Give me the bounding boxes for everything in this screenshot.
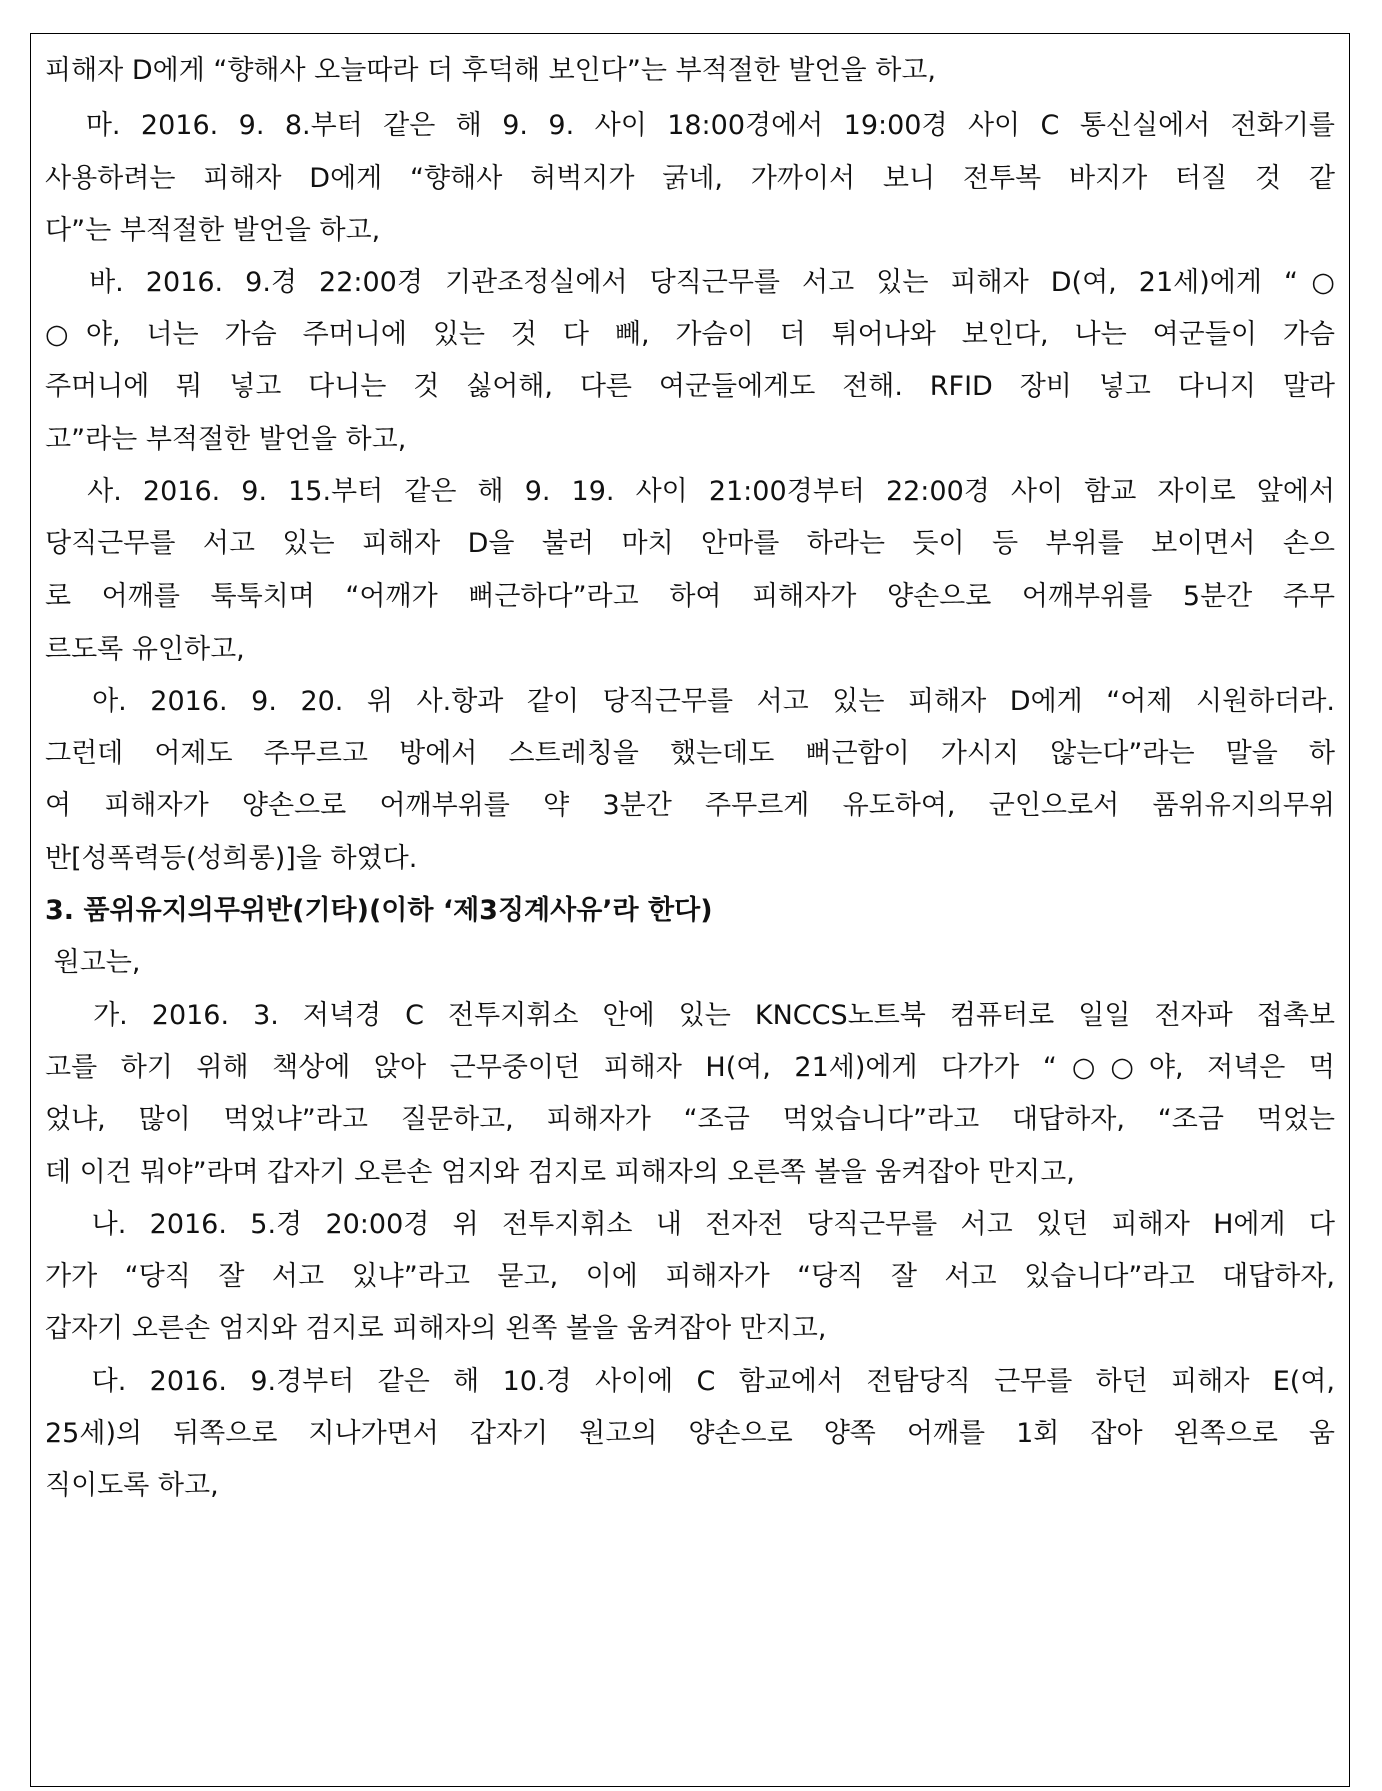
text-line: 여 피해자가 양손으로 어깨부위를 약 3분간 주무르게 유도하여, 군인으로서 품위유지의무위 (45, 790, 1335, 821)
text-line: 고를 하기 위해 책상에 앉아 근무중이던 피해자 H(여, 21세)에게 다가가 “○○야, 저녁은 먹 (45, 1052, 1335, 1083)
text-line: 사용하려는 피해자 D에게 “향해사 허벅지가 굵네, 가까이서 보니 전투복 바지가 터질 것 같 (45, 163, 1335, 194)
text-line: 당직근무를 서고 있는 피해자 D을 불러 마치 안마를 하라는 듯이 등 부위를 보이면서 손으 (45, 528, 1335, 559)
text-line: ○야, 너는 가슴 주머니에 있는 것 다 빼, 가슴이 더 튀어나와 보인다, 나는 여군들이 가슴 (45, 319, 1335, 350)
text-line: 마. 2016. 9. 8.부터 같은 해 9. 9. 사이 18:00경에서 19:00경 사이 C 통신실에서 전화기를 (45, 110, 1335, 141)
text-line: 반[성폭력등(성희롱)]을 하였다. (45, 843, 418, 874)
text-line: 가. 2016. 3. 저녁경 C 전투지휘소 안에 있는 KNCCS노트북 컴퓨터로 일일 전자파 접촉보 (45, 1000, 1335, 1031)
text-line: 주머니에 뭐 넣고 다니는 것 싫어해, 다른 여군들에게도 전해. RFID 장비 넣고 다니지 말라 (45, 371, 1335, 402)
text-line: 르도록 유인하고, (45, 634, 245, 665)
text-line: 었냐, 많이 먹었냐”라고 질문하고, 피해자가 “조금 먹었습니다”라고 대답하자, “조금 먹었는 (45, 1104, 1335, 1135)
text-line: 데 이건 뭐야”라며 갑자기 오른손 엄지와 검지로 피해자의 오른쪽 볼을 움켜잡아 만지고, (45, 1157, 1075, 1188)
section-heading: 3. 품위유지의무위반(기타)(이하 ‘제3징계사유’라 한다) (45, 895, 713, 926)
text-line: 피해자 D에게 “향해사 오늘따라 더 후덕해 보인다”는 부적절한 발언을 하고, (45, 55, 936, 86)
text-line: 25세)의 뒤쪽으로 지나가면서 갑자기 원고의 양손으로 양쪽 어깨를 1회 잡아 왼쪽으로 움 (45, 1418, 1335, 1449)
document-frame (30, 33, 1350, 1787)
text-line: 로 어깨를 툭툭치며 “어깨가 뻐근하다”라고 하여 피해자가 양손으로 어깨부위를 5분간 주무 (45, 581, 1335, 612)
text-line: 사. 2016. 9. 15.부터 같은 해 9. 19. 사이 21:00경부터 22:00경 사이 함교 자이로 앞에서 (45, 476, 1335, 507)
text-line: 원고는, (45, 947, 141, 978)
text-line: 아. 2016. 9. 20. 위 사.항과 같이 당직근무를 서고 있는 피해자 D에게 “어제 시원하더라. (45, 686, 1335, 717)
text-line: 가가 “당직 잘 서고 있냐”라고 묻고, 이에 피해자가 “당직 잘 서고 있습니다”라고 대답하자, (45, 1261, 1335, 1292)
text-line: 고”라는 부적절한 발언을 하고, (45, 424, 407, 455)
text-line: 다. 2016. 9.경부터 같은 해 10.경 사이에 C 함교에서 전탐당직 근무를 하던 피해자 E(여, (45, 1366, 1335, 1397)
text-line: 다”는 부적절한 발언을 하고, (45, 215, 381, 246)
text-line: 바. 2016. 9.경 22:00경 기관조정실에서 당직근무를 서고 있는 피해자 D(여, 21세)에게 “○ (45, 267, 1335, 298)
text-line: 직이도록 하고, (45, 1470, 219, 1501)
text-line: 갑자기 오른손 엄지와 검지로 피해자의 왼쪽 볼을 움켜잡아 만지고, (45, 1313, 827, 1344)
text-line: 나. 2016. 5.경 20:00경 위 전투지휘소 내 전자전 당직근무를 서고 있던 피해자 H에게 다 (45, 1209, 1335, 1240)
text-line: 그런데 어제도 주무르고 방에서 스트레칭을 했는데도 뻐근함이 가시지 않는다”라는 말을 하 (45, 738, 1335, 769)
